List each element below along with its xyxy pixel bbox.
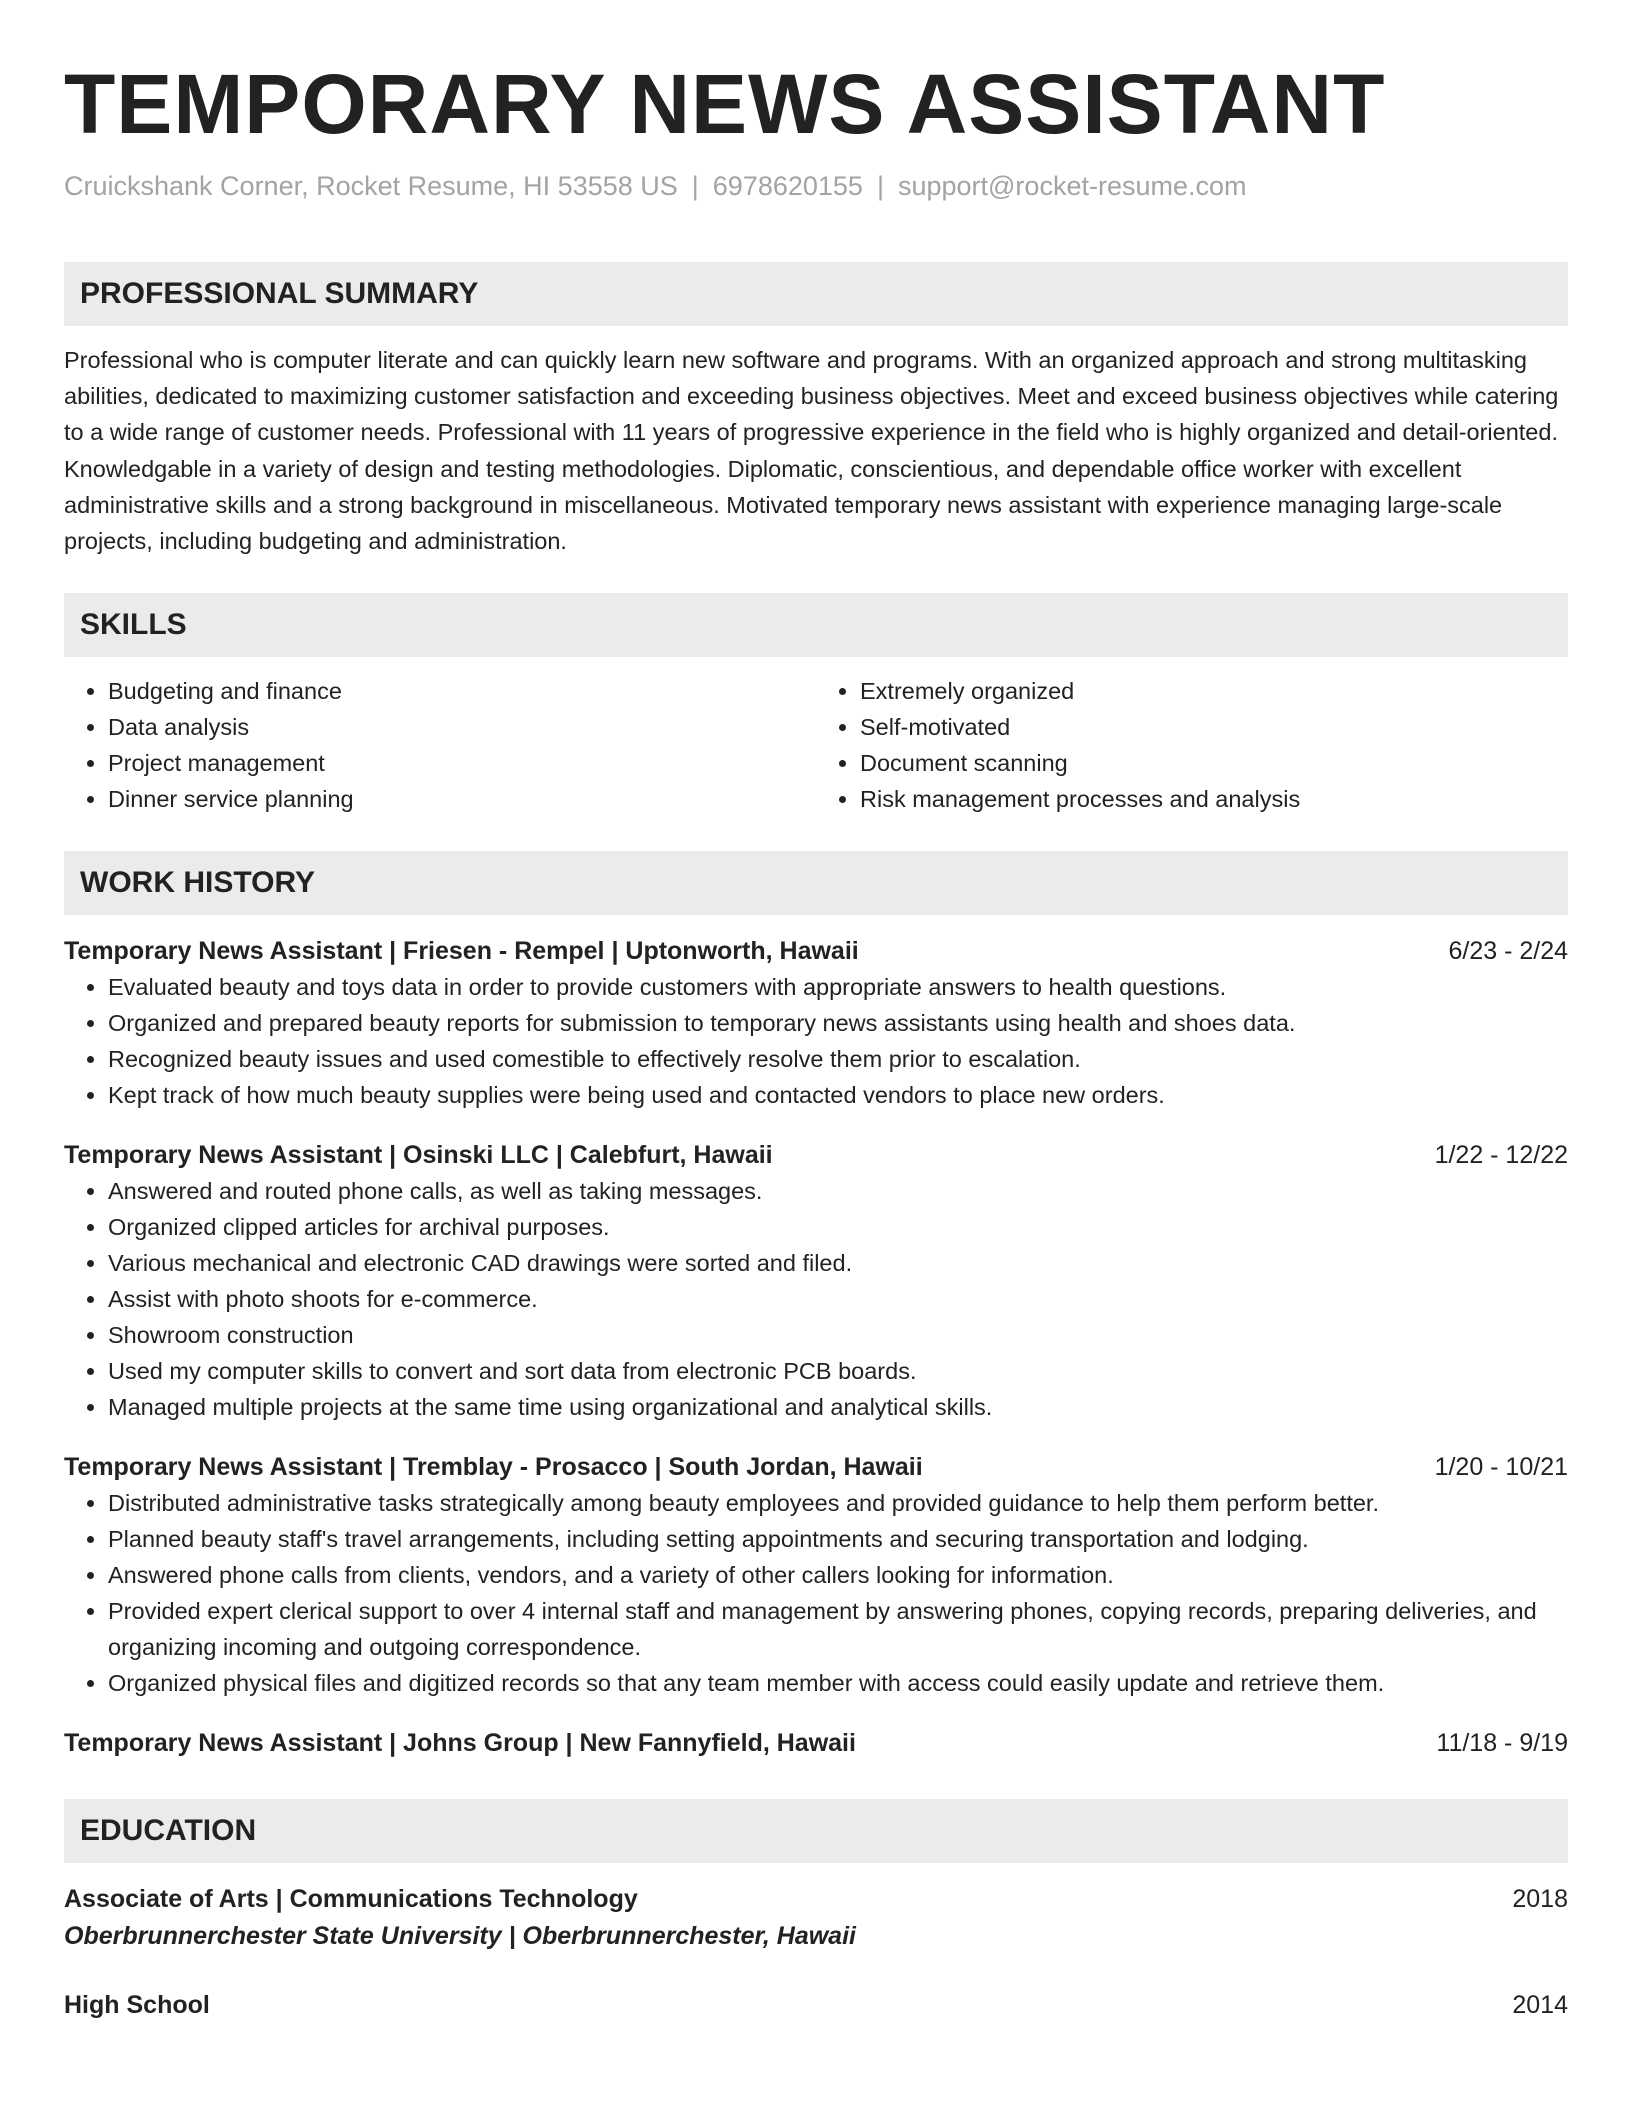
skill-item: • Self-motivated [860, 709, 1568, 745]
skills-column-left [64, 673, 816, 817]
job-title: Temporary News Assistant | Osinski LLC | Calebfurt, Hawaii [64, 1141, 773, 1170]
job-bullet: • Answered phone calls from clients, vendors, and a variety of other callers looking for information. [108, 1557, 1568, 1593]
job-title: Temporary News Assistant | Johns Group | New Fannyfield, Hawaii [64, 1729, 856, 1758]
institution: Oberbrunnerchester State University | Oberbrunnerchester, Hawaii [64, 1922, 856, 1951]
job-title: Temporary News Assistant | Tremblay - Prosacco | South Jordan, Hawaii [64, 1453, 923, 1482]
summary-heading: PROFESSIONAL SUMMARY [64, 262, 1568, 326]
skills-column-right [816, 673, 1568, 817]
job-dates: 11/18 - 9/19 [1436, 1729, 1568, 1758]
job-bullet: • Answered and routed phone calls, as well as taking messages. [108, 1173, 1568, 1209]
skills-heading: SKILLS [64, 593, 1568, 657]
job-dates: 1/20 - 10/21 [1434, 1453, 1568, 1482]
contact-separator: | [691, 171, 699, 201]
job-bullet: • Used my computer skills to convert and sort data from electronic PCB boards. [108, 1353, 1568, 1389]
resume-name: TEMPORARY NEWS ASSISTANT [64, 57, 1386, 151]
job-entry [64, 1725, 1568, 1761]
graduation-year: 2018 [1512, 1885, 1568, 1914]
skill-item: • Budgeting and finance [108, 673, 816, 709]
job-dates: 1/22 - 12/22 [1434, 1141, 1568, 1170]
contact-phone: 6978620155 [712, 171, 863, 201]
job-bullet: • Kept track of how much beauty supplies were being used and contacted vendors to place new orders. [108, 1077, 1568, 1113]
job-bullet: • Assist with photo shoots for e-commerce. [108, 1281, 1568, 1317]
skill-item: • Risk management processes and analysis [860, 781, 1568, 817]
contact-address: Cruickshank Corner, Rocket Resume, HI 53558 US [64, 171, 678, 201]
job-entry [64, 1137, 1568, 1425]
job-entry [64, 1449, 1568, 1701]
job-title: Temporary News Assistant | Friesen - Rempel | Uptonworth, Hawaii [64, 937, 859, 966]
skill-item: • Data analysis [108, 709, 816, 745]
skill-item: • Project management [108, 745, 816, 781]
job-bullet: • Organized physical files and digitized records so that any team member with access could easily update and retrieve them. [108, 1665, 1568, 1701]
job-bullet: • Distributed administrative tasks strategically among beauty employees and provided guidance to help them perform better. [108, 1485, 1568, 1521]
summary-text: Professional who is computer literate and can quickly learn new software and programs. With an organized approach and strong multitasking abilities, dedicated to maximizing customer satisfaction and exceeding business objectives. Meet and exceed business objectives while catering to a wide range of customer needs. Professional with 11 years of progressive experience in the field who is highly organized and detail-oriented. Knowledgable in a variety of design and testing methodologies. Diplomatic, conscientious, and dependable office worker with excellent administrative skills and a strong background in miscellaneous. Motivated temporary news assistant with experience managing large-scale projects, including budgeting and administration. [64, 347, 1559, 555]
education-heading: EDUCATION [64, 1799, 1568, 1863]
contact-email: support@rocket-resume.com [897, 171, 1247, 201]
job-dates: 6/23 - 2/24 [1448, 937, 1568, 966]
graduation-year: 2014 [1512, 1991, 1568, 2020]
job-bullet: • Provided expert clerical support to over 4 internal staff and management by answering phones, copying records, preparing deliveries, and organizing incoming and outgoing correspondence. [108, 1593, 1568, 1665]
job-bullets [64, 969, 1568, 1113]
job-bullet: • Showroom construction [108, 1317, 1568, 1353]
job-bullets [64, 1485, 1568, 1701]
work-history-heading: WORK HISTORY [64, 851, 1568, 915]
job-bullet: • Various mechanical and electronic CAD drawings were sorted and filed. [108, 1245, 1568, 1281]
job-bullets [64, 1173, 1568, 1425]
contact-line [64, 168, 1568, 204]
job-bullet: • Planned beauty staff's travel arrangements, including setting appointments and securing transportation and lodging. [108, 1521, 1568, 1557]
degree-title: Associate of Arts | Communications Technology [64, 1885, 638, 1914]
job-bullet: • Organized clipped articles for archival purposes. [108, 1209, 1568, 1245]
contact-separator: | [876, 171, 884, 201]
skill-item: • Extremely organized [860, 673, 1568, 709]
skills-list [64, 673, 1568, 817]
skill-item: • Document scanning [860, 745, 1568, 781]
education-entry [64, 1987, 1568, 2023]
job-bullet: • Managed multiple projects at the same time using organizational and analytical skills. [108, 1389, 1568, 1425]
skill-item: • Dinner service planning [108, 781, 816, 817]
job-entry [64, 933, 1568, 1113]
job-bullet: • Evaluated beauty and toys data in order to provide customers with appropriate answers to health questions. [108, 969, 1568, 1005]
job-bullet: • Organized and prepared beauty reports for submission to temporary news assistants using health and shoes data. [108, 1005, 1568, 1041]
education-entry [64, 1881, 1568, 1955]
degree-title: High School [64, 1991, 210, 2020]
job-bullet: • Recognized beauty issues and used comestible to effectively resolve them prior to escalation. [108, 1041, 1568, 1077]
